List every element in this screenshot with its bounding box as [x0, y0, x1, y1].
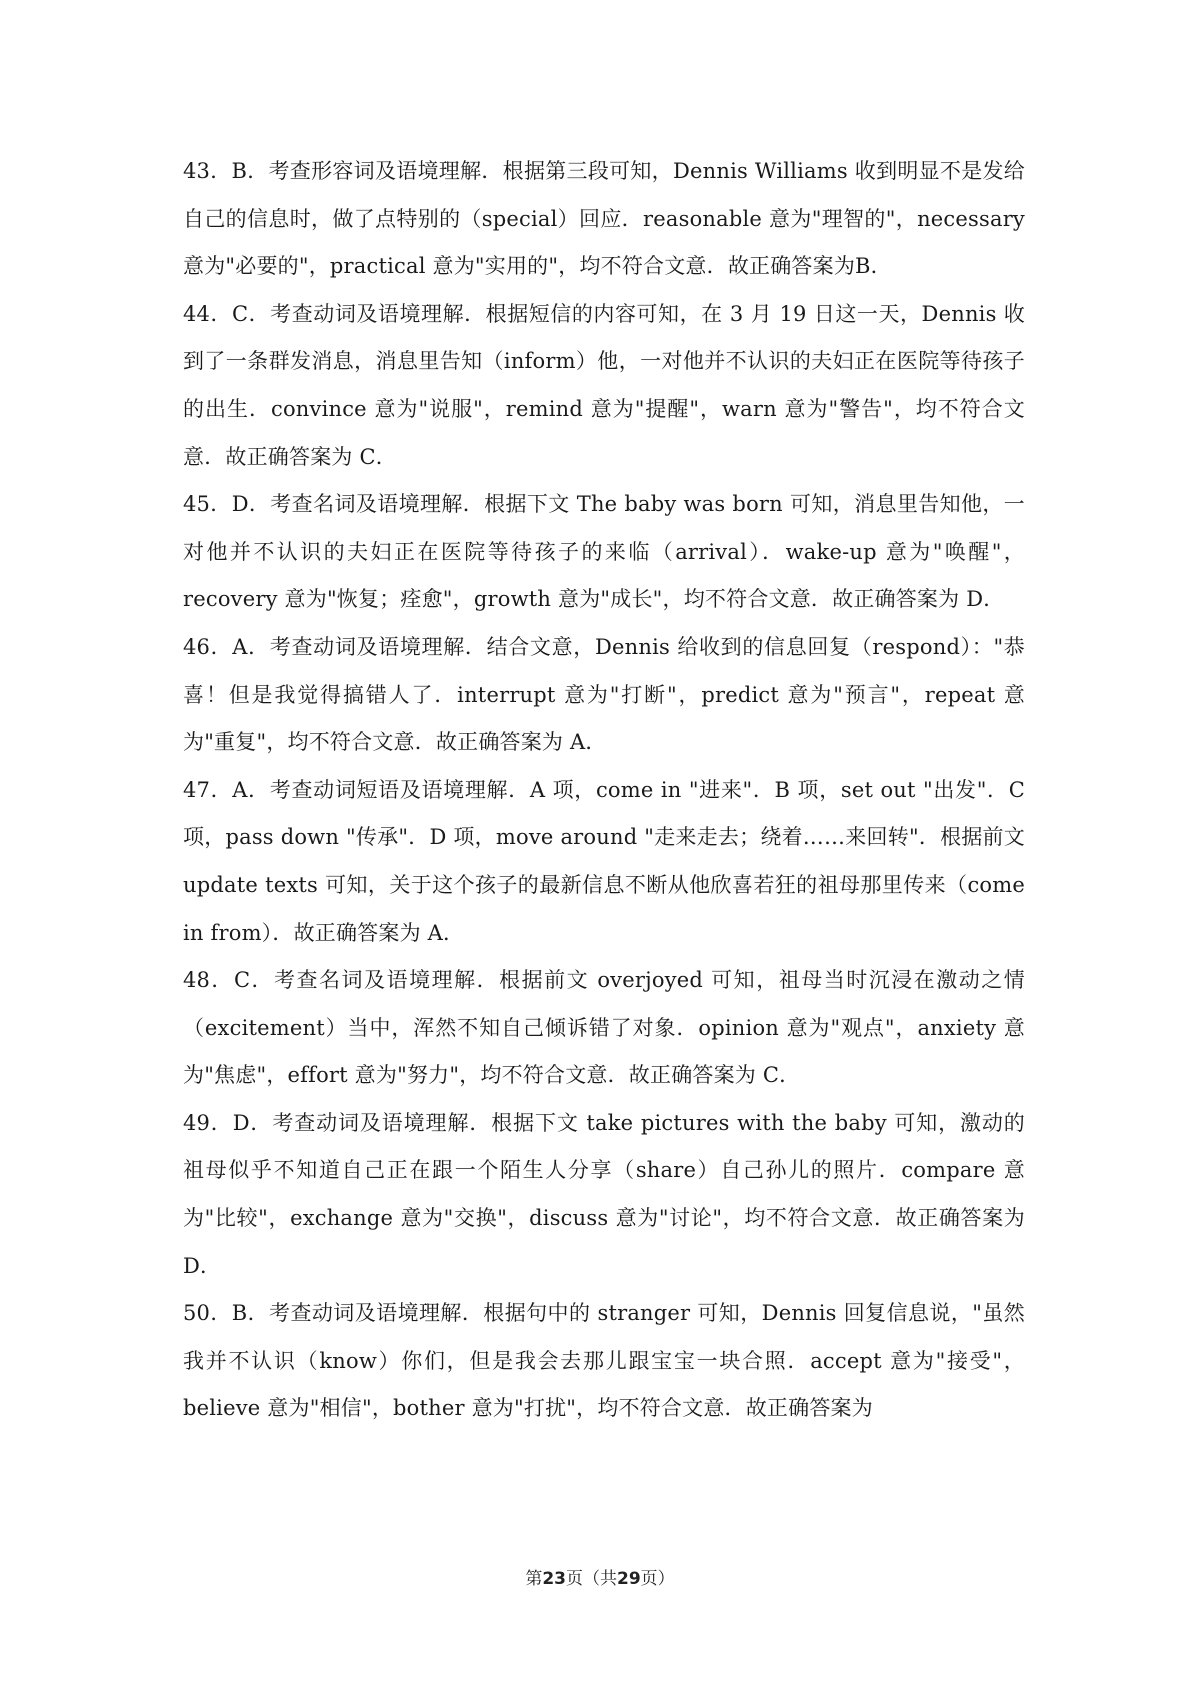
answer-paragraph-49: 49．D．考查动词及语境理解．根据下文 take pictures with the baby 可知，激动的祖母似乎不知道自己正在跟一个陌生人分享（share）自己孙儿的照片．compare 意为"比较"，exchange 意为"交换"，discuss 意为"讨论"，均不符合文意．故正确答案为 D．	[183, 1110, 1025, 1278]
footer-prefix: 第	[525, 1569, 543, 1589]
footer-current-page: 23	[542, 1569, 566, 1589]
answer-paragraph-46: 46．A．考查动词及语境理解．结合文意，Dennis 给收到的信息回复（respond）："恭喜！但是我觉得搞错人了．interrupt 意为"打断"，predict 意为"预言"，repeat 意为"重复"，均不符合文意．故正确答案为 A．	[183, 634, 1025, 755]
answer-paragraph-47: 47．A．考查动词短语及语境理解．A 项，come in "进来"．B 项，set out "出发"．C 项，pass down "传承"．D 项，move around "走来走去；绕着……来回转"．根据前文 update texts 可知，关于这个孩子的最新信息不断从他欣喜若狂的祖母那里传来（come in from）．故正确答案为 A．	[183, 777, 1025, 945]
answer-explanations	[183, 148, 1025, 1433]
answer-paragraph-44: 44．C．考查动词及语境理解．根据短信的内容可知，在 3 月 19 日这一天，Dennis 收到了一条群发消息，消息里告知（inform）他，一对他并不认识的夫妇正在医院等待孩子的出生．convince 意为"说服"，remind 意为"提醒"，warn 意为"警告"，均不符合文意．故正确答案为 C．	[183, 301, 1025, 469]
footer-middle: 页（共	[566, 1569, 617, 1589]
footer-total-pages: 29	[617, 1569, 641, 1589]
answer-paragraph-45: 45．D．考查名词及语境理解．根据下文 The baby was born 可知，消息里告知他，一对他并不认识的夫妇正在医院等待孩子的来临（arrival）．wake-up 意为"唤醒"，recovery 意为"恢复；痊愈"，growth 意为"成长"，均不符合文意．故正确答案为 D．	[183, 492, 1025, 612]
footer-suffix: 页）	[640, 1569, 675, 1589]
answer-paragraph-43: 43．B．考查形容词及语境理解．根据第三段可知，Dennis Williams 收到明显不是发给自己的信息时，做了点特别的（special）回应．reasonable 意为"理智的"，necessary 意为"必要的"，practical 意为"实用的"，均不符合文意．故正确答案为B．	[183, 159, 1025, 279]
answer-paragraph-50: 50．B．考查动词及语境理解．根据句中的 stranger 可知，Dennis 回复信息说，"虽然我并不认识（know）你们，但是我会去那儿跟宝宝一块合照．accept 意为"接受"，believe 意为"相信"，bother 意为"打扰"，均不符合文意．故正确答案为	[183, 1301, 1025, 1421]
answer-paragraph-48: 48．C．考查名词及语境理解．根据前文 overjoyed 可知，祖母当时沉浸在激动之情（excitement）当中，浑然不知自己倾诉错了对象．opinion 意为"观点"，anxiety 意为"焦虑"，effort 意为"努力"，均不符合文意．故正确答案为 C．	[183, 968, 1025, 1088]
page-footer	[0, 1564, 1200, 1589]
